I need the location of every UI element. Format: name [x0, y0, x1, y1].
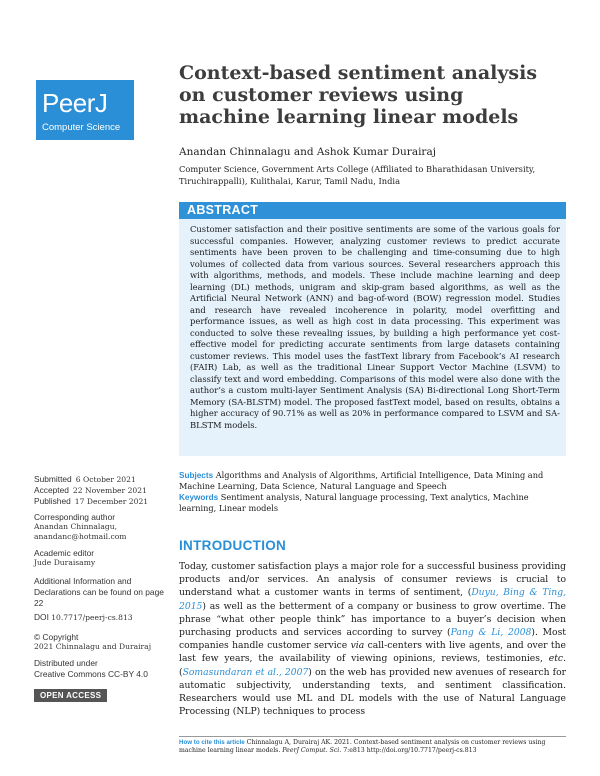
license-link[interactable]: Creative Commons CC-BY 4.0 — [34, 669, 148, 679]
date-published: Published 17 December 2021 — [34, 496, 149, 506]
affiliation: Computer Science, Government Arts College (Affiliated to Bharathidasan University, Tiruchirappalli), Kulithalai, Karur, Tamil Nadu, India — [179, 164, 536, 186]
open-access-badge: OPEN ACCESS — [34, 689, 107, 702]
introduction-text: Today, customer satisfaction plays a major role for a successful business providing products and/or services. An analysis of consumer reviews is crucial to understand what a customer wants in terms of sentiment, (Duyu, Bing & Ting, 2015) as well as the betterment of a company or business to grow overtime. The phrase “what other people think” has importance to a buyer’s decision when purchasing products and services according to survey (Pang & Li, 2008). Most companies handle customer service via call-centers with live agents, and over the last few years, the availability of viewing opinions, reviews, testimonies, etc. (Somasundaran et al., 2007) on the web has provided new avenues of research for automatic subjectivity, understanding texts, and sentiment classification. Researchers would use ML and DL models with the use of Natural Language Processing (NLP) techniques to process — [179, 561, 566, 718]
copyright: © Copyright 2021 Chinnalagu and Durairaj — [34, 632, 152, 651]
introduction-heading: INTRODUCTION — [179, 538, 287, 553]
logo-section: Computer Science — [42, 122, 121, 133]
article-title: Context-based sentiment analysis on customer reviews using machine learning linear models — [179, 62, 538, 128]
academic-editor: Academic editor Jude Duraisamy — [34, 548, 96, 567]
citation-doi-link[interactable]: http://doi.org/10.7717/peerj-cs.813 — [366, 747, 477, 755]
citation-link[interactable]: Pang & Li, 2008 — [450, 627, 532, 639]
author-email-link[interactable]: anandanc@hotmail.com — [34, 532, 127, 541]
copyright-icon: © — [34, 632, 41, 642]
article-dates — [34, 474, 174, 507]
date-submitted: Submitted 6 October 2021 — [34, 474, 136, 484]
subjects-keywords — [179, 470, 564, 514]
corresponding-author: Corresponding author Anandan Chinnalagu, anandanc@hotmail.com — [34, 512, 174, 542]
date-accepted: Accepted 22 November 2021 — [34, 485, 147, 495]
doi: DOI 10.7717/peerj-cs.813 — [34, 612, 133, 622]
citation-link[interactable]: Duyu, Bing & Ting, 2015 — [179, 587, 566, 612]
subjects: Subjects Algorithms and Analysis of Algorithms, Artificial Intelligence, Data Mining and Machine Learning, Data Science, Natural Language and Speech — [179, 470, 544, 491]
author-list: Anandan Chinnalagu and Ashok Kumar Durairaj — [179, 146, 436, 158]
peerj-logo — [36, 80, 134, 140]
license: Distributed under Creative Commons CC-BY 4.0 — [34, 658, 174, 680]
abstract-header-bar — [179, 202, 566, 219]
footer-rule — [179, 736, 566, 737]
doi-link[interactable]: 10.7717/peerj-cs.813 — [51, 613, 133, 622]
abstract-text: Customer satisfaction and their positive sentiments are some of the various goals for successful companies. However, analyzing customer reviews to predict accurate sentiments have been proven to be challenging and time-consuming due to high volumes of collected data from various sources. Several researchers approach this with algorithms, methods, and models. These include machine learning and deep learning (DL) methods, unigram and skip-gram based algorithms, as well as the Artificial Neural Network (ANN) and bag-of-word (BOW) regression model. Studies and research have revealed incoherence in polarity, model overfitting and performance issues, as well as high cost in data processing. This experiment was conducted to solve these revealing issues, by building a high performance yet cost-effective model for predicting accurate sentiments from large datasets containing customer reviews. This model uses the fastText library from Facebook’s AI research (FAIR) Lab, as well as the traditional Linear Support Vector Machine (LSVM) to classify text and word embedding. Comparisons of this model were also done with the author’s a custom multi-layer Sentiment Analysis (SA) Bi-directional Long Short-Term Memory (SA-BLSTM) model. The proposed fastText model, based on results, obtains a higher accuracy of 90.71% as well as 20% in performance compared to LSVM and SA-BLSTM models. — [190, 224, 560, 430]
citation-link[interactable]: Somasundaran et al., 2007 — [182, 666, 309, 678]
keywords: Keywords Sentiment analysis, Natural language processing, Text analytics, Machine learning, Linear models — [179, 492, 529, 513]
logo-name: PeerJ — [42, 88, 108, 118]
abstract-heading: ABSTRACT — [187, 203, 259, 217]
additional-info: Additional Information and Declarations can be found on page 22 — [34, 576, 164, 608]
how-to-cite: How to cite this article Chinnalagu A, Durairaj AK. 2021. Context-based sentiment analysis on customer reviews using machine learning linear models. PeerJ Comput. Sci. 7:e813 http://doi.org/10.7717/peerj-cs.813 — [179, 739, 546, 755]
